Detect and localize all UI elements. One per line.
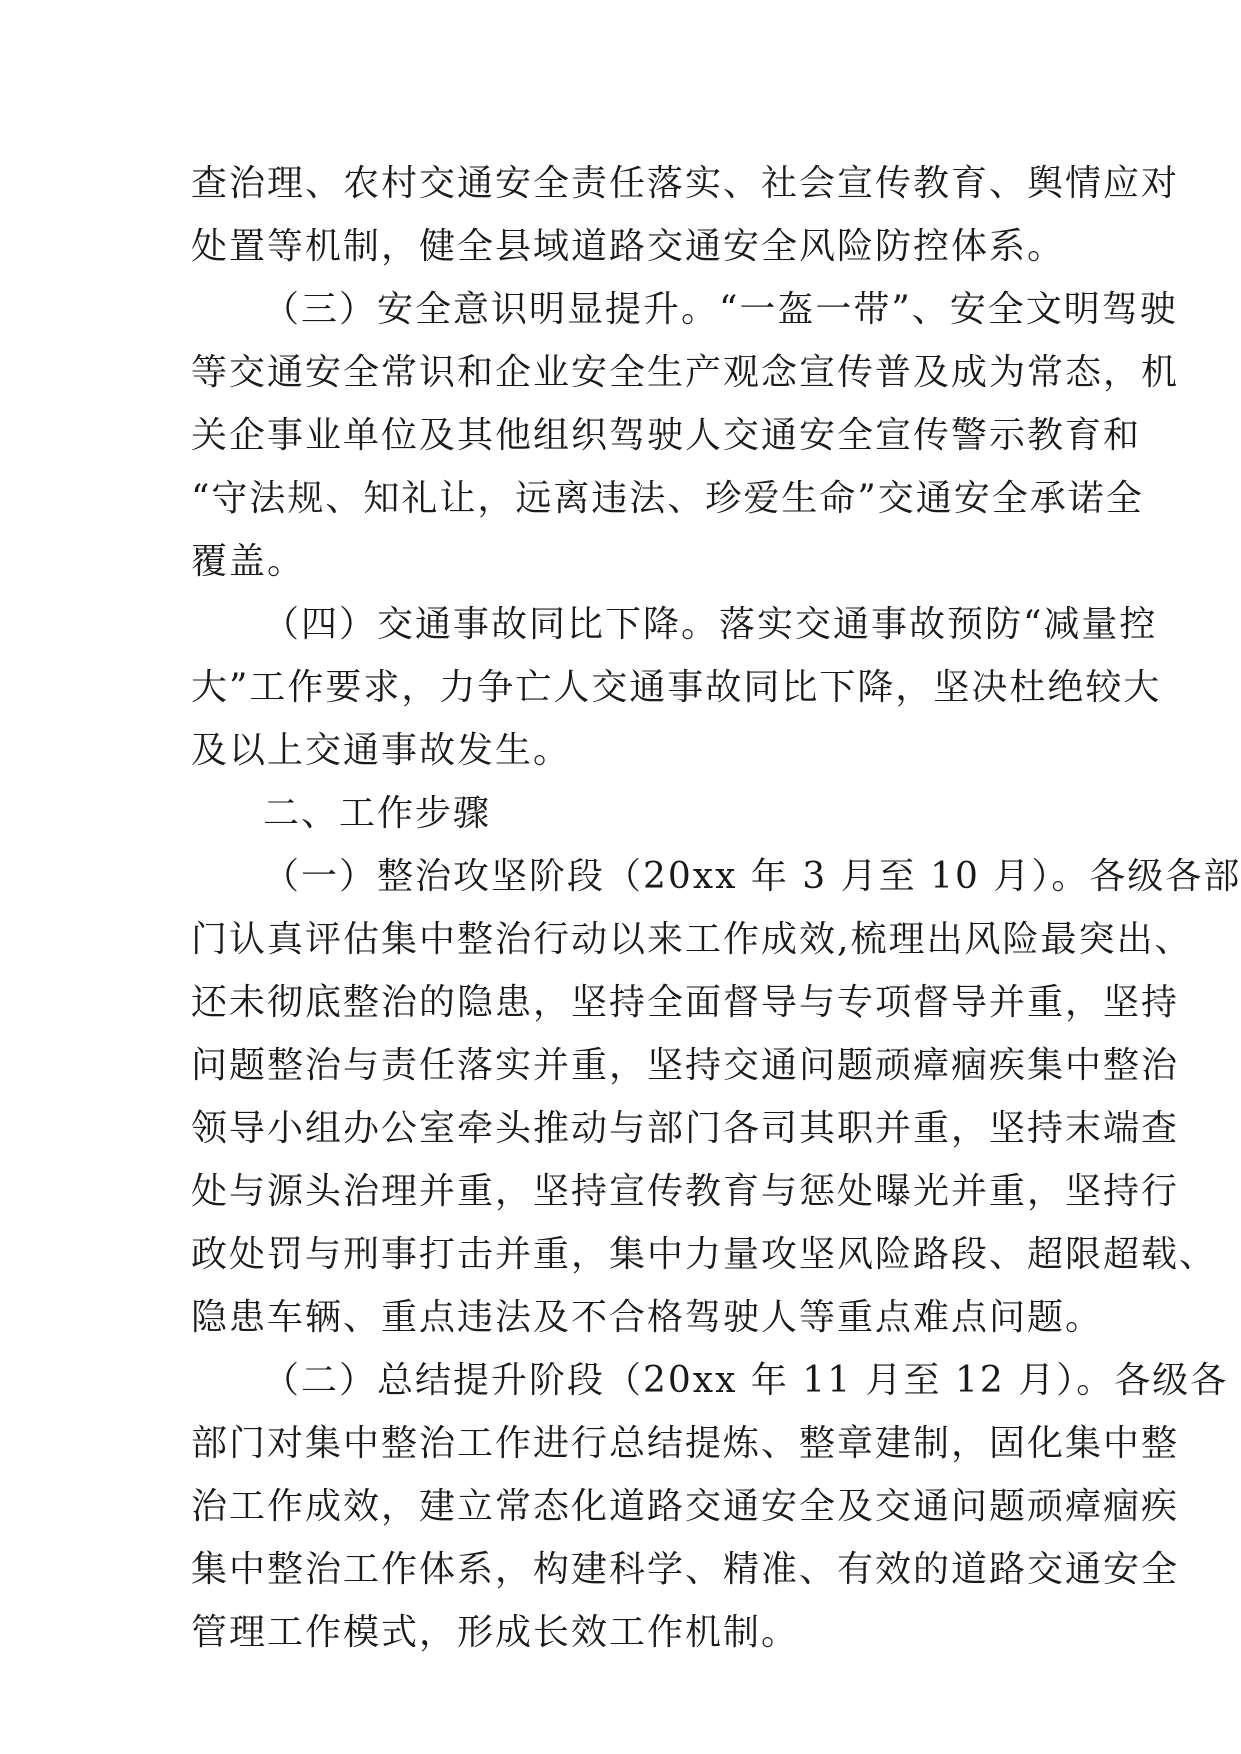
text-line: 及以上交通事故发生。 [191, 730, 572, 771]
paragraph-heading-line: （一）整治攻坚阶段（20xx 年 3 月至 10 月）。各级各部 [263, 856, 1241, 897]
text-line: 政处罚与刑事打击并重，集中力量攻坚风险路段、超限超载、 [191, 1234, 1218, 1275]
text-line: 查治理、农村交通安全责任落实、社会宣传教育、舆情应对 [191, 163, 1180, 204]
text-line: 还未彻底整治的隐患，坚持全面督导与专项督导并重，坚持 [191, 982, 1180, 1023]
text-line: 大”工作要求，力争亡人交通事故同比下降，坚决杜绝较大 [191, 667, 1162, 708]
text-line: 领导小组办公室牵头推动与部门各司其职并重，坚持末端查 [191, 1108, 1180, 1149]
text-line: 门认真评估集中整治行动以来工作成效,梳理出风险最突出、 [191, 919, 1193, 960]
text-line: 集中整治工作体系，构建科学、精准、有效的道路交通安全 [191, 1549, 1180, 1590]
paragraph-heading-line: （二）总结提升阶段（20xx 年 11 月至 12 月）。各级各 [263, 1360, 1229, 1401]
text-line: 部门对集中整治工作进行总结提炼、整章建制，固化集中整 [191, 1423, 1180, 1464]
text-line: 问题整治与责任落实并重，坚持交通问题顽瘴痼疾集中整治 [191, 1045, 1180, 1086]
text-line: 关企事业单位及其他组织驾驶人交通安全宣传警示教育和 [191, 415, 1142, 456]
paragraph-heading-line: （四）交通事故同比下降。落实交通事故预防“减量控 [263, 604, 1158, 645]
text-line: “守法规、知礼让，远离违法、珍爱生命”交通安全承诺全 [191, 478, 1144, 519]
text-line: 处置等机制，健全县域道路交通安全风险防控体系。 [191, 226, 1066, 267]
section-heading: 二、工作步骤 [263, 793, 492, 834]
text-line: 治工作成效，建立常态化道路交通安全及交通问题顽瘴痼疾 [191, 1486, 1180, 1527]
text-line: 处与源头治理并重，坚持宣传教育与惩处曝光并重，坚持行 [191, 1171, 1180, 1212]
text-line: 管理工作模式，形成长效工作机制。 [191, 1612, 800, 1653]
paragraph-heading-line: （三）安全意识明显提升。“一盔一带”、安全文明驾驶 [263, 289, 1178, 330]
text-line: 隐患车辆、重点违法及不合格驾驶人等重点难点问题。 [191, 1297, 1104, 1338]
document-body [191, 152, 1241, 1664]
text-line: 覆盖。 [191, 541, 306, 582]
text-line: 等交通安全常识和企业安全生产观念宣传普及成为常态，机 [191, 352, 1180, 393]
